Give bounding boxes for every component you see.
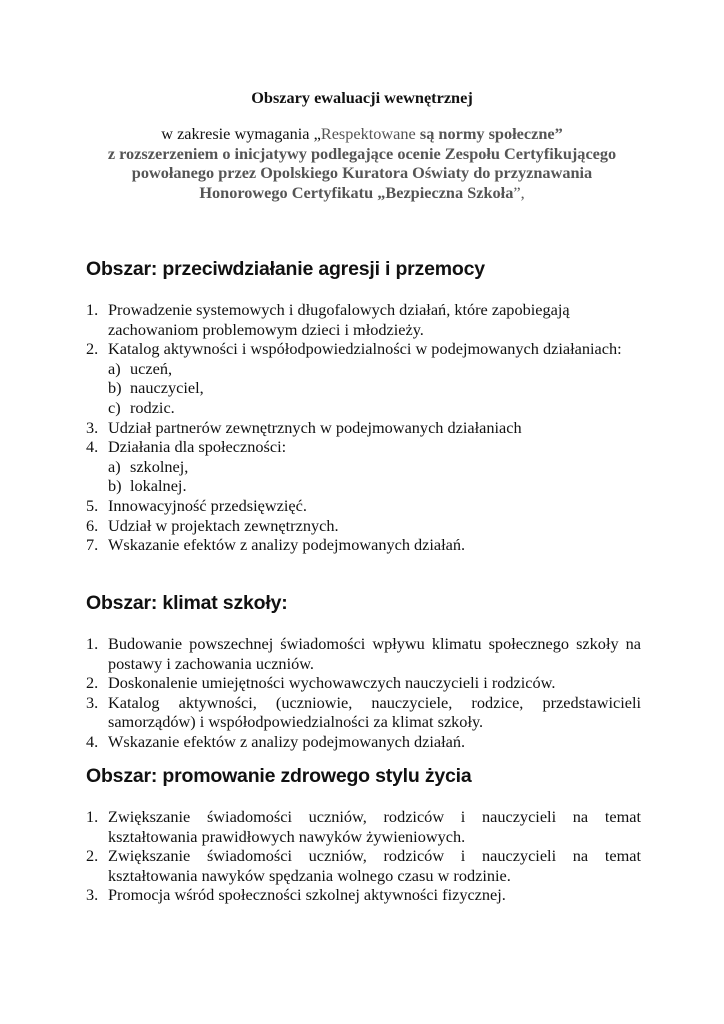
item-text: Prowadzenie systemowych i długofalowych działań, które zapobiegają zachowaniom problemowym dzieci i młodzieży. xyxy=(108,300,570,339)
sub-list-item xyxy=(108,359,641,379)
section-heading: Obszar: przeciwdziałanie agresji i przemocy xyxy=(86,258,485,280)
sub-list-item xyxy=(108,378,641,398)
item-text: Działania dla społeczności: xyxy=(108,437,287,457)
item-text: Udział partnerów zewnętrznych w podejmowanych działaniach xyxy=(108,417,522,437)
section-heading: Obszar: promowanie zdrowego stylu życia xyxy=(86,765,472,787)
sub-item-letter: b) xyxy=(108,476,122,496)
subtitle-respekt: Respektowane xyxy=(320,124,416,143)
sub-item-text: lokalnej. xyxy=(130,476,187,496)
sub-list xyxy=(108,457,641,496)
list-item xyxy=(86,634,641,673)
section-agresja xyxy=(86,258,641,555)
subtitle-line-4-end: ”, xyxy=(513,183,525,203)
sub-item-text: rodzic. xyxy=(130,397,175,417)
sub-list-item xyxy=(108,457,641,477)
item-text: Innowacyjność przedsięwzięć. xyxy=(108,495,307,515)
item-number: 1. xyxy=(86,300,99,319)
list-item xyxy=(86,496,641,516)
list-item xyxy=(86,535,641,555)
section-heading: Obszar: klimat szkoły: xyxy=(86,592,288,614)
subtitle-line-2: z rozszerzeniem o inicjatywy podlegające ocenie Zespołu Certyfikującego xyxy=(107,143,617,163)
document-subtitle xyxy=(60,124,664,203)
list-item xyxy=(86,339,641,417)
subtitle-line-1 xyxy=(60,124,664,144)
item-number: 3. xyxy=(86,692,99,712)
list-item xyxy=(86,673,641,693)
item-text: Wskazanie efektów z analizy podejmowanych działań. xyxy=(108,535,466,555)
list-item xyxy=(86,732,641,752)
sub-item-letter: c) xyxy=(108,397,121,417)
item-text: Zwiększanie świadomości uczniów, rodziców i nauczycieli na temat kształtowania prawidłowych nawyków żywieniowych. xyxy=(108,807,641,846)
sub-list-item xyxy=(108,476,641,496)
sub-item-text: nauczyciel, xyxy=(130,378,204,398)
item-number: 2. xyxy=(86,673,99,693)
item-text: Doskonalenie umiejętności wychowawczych nauczycieli i rodziców. xyxy=(108,673,556,693)
section-list xyxy=(86,807,641,905)
sub-list-item xyxy=(108,398,641,418)
item-text: Wskazanie efektów z analizy podejmowanych działań. xyxy=(108,731,466,751)
item-text: Zwiększanie świadomości uczniów, rodziców i nauczycieli na temat kształtowania nawyków spędzania wolnego czasu w rodzinie. xyxy=(108,846,641,885)
list-item xyxy=(86,846,641,885)
subtitle-bold: są normy społeczne” xyxy=(415,124,563,143)
item-number: 4. xyxy=(86,731,99,751)
list-item xyxy=(86,418,641,438)
sub-item-letter: a) xyxy=(108,456,121,476)
list-item xyxy=(86,885,641,905)
item-text: Promocja wśród społeczności szkolnej aktywności fizycznej. xyxy=(108,885,506,905)
document-title: Obszary ewaluacji wewnętrznej xyxy=(251,88,473,107)
item-text: Udział w projektach zewnętrznych. xyxy=(108,515,339,535)
subtitle-line-4 xyxy=(60,183,664,203)
item-number: 3. xyxy=(86,885,99,905)
sub-list xyxy=(108,359,641,418)
sub-item-text: uczeń, xyxy=(130,358,173,378)
item-number: 7. xyxy=(86,535,99,555)
list-item xyxy=(86,693,641,732)
item-number: 2. xyxy=(86,846,99,866)
item-text: Budowanie powszechnej świadomości wpływu klimatu społecznego szkoły na postawy i zachowania uczniów. xyxy=(108,634,641,673)
sub-item-letter: a) xyxy=(108,358,121,378)
section-zdrowie xyxy=(86,765,641,905)
section-list xyxy=(86,300,641,555)
list-item xyxy=(86,437,641,496)
list-item xyxy=(86,300,641,339)
item-text: Katalog aktywności i współodpowiedzialności w podejmowanych działaniach: xyxy=(108,339,622,359)
sub-item-letter: b) xyxy=(108,378,122,398)
section-klimat xyxy=(86,592,641,752)
section-list xyxy=(86,634,641,752)
item-number: 2. xyxy=(86,339,99,359)
sub-item-text: szkolnej, xyxy=(130,456,189,476)
item-text: Katalog aktywności, (uczniowie, nauczyciele, rodzice, przedstawicieli samorządów) i współodpowiedzialności za klimat szkoły. xyxy=(108,692,641,732)
item-number: 3. xyxy=(86,417,99,437)
list-item xyxy=(86,807,641,846)
item-number: 6. xyxy=(86,515,99,535)
subtitle-line-4-text: Honorowego Certyfikatu „Bezpieczna Szkoła xyxy=(199,183,514,203)
subtitle-prefix: w zakresie wymagania „ xyxy=(161,124,321,143)
item-number: 4. xyxy=(86,437,99,457)
item-number: 5. xyxy=(86,495,99,515)
item-number: 1. xyxy=(86,634,99,653)
subtitle-line-3: powołanego przez Opolskiego Kuratora Oświaty do przyznawania xyxy=(131,163,593,183)
list-item xyxy=(86,516,641,536)
item-number: 1. xyxy=(86,807,99,826)
